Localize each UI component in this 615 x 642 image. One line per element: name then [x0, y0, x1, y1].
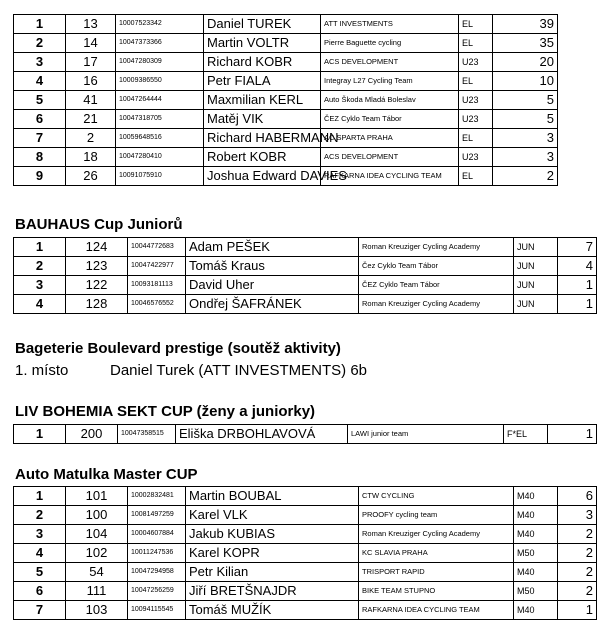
cell-pts: 2 — [558, 544, 597, 563]
cell-pts: 5 — [493, 91, 558, 110]
cell-rank: 7 — [14, 129, 66, 148]
cell-pts: 1 — [548, 425, 597, 444]
table-row — [14, 148, 558, 167]
cell-bib: 18 — [66, 148, 116, 167]
cell-uci: 10044772683 — [128, 238, 186, 257]
cell-bib: 13 — [66, 15, 116, 34]
cell-bib: 111 — [66, 582, 128, 601]
table-row — [14, 257, 597, 276]
cell-cat: M40 — [514, 506, 558, 525]
cell-uci: 10093181113 — [128, 276, 186, 295]
cell-bib: 41 — [66, 91, 116, 110]
cell-cat: U23 — [459, 148, 493, 167]
cell-name: Robert KOBR — [204, 148, 321, 167]
cell-team: Pierre Baguette cycling — [321, 34, 459, 53]
results-table-auto-matulka — [13, 486, 597, 620]
cell-pts: 3 — [493, 148, 558, 167]
cell-rank: 8 — [14, 148, 66, 167]
cell-name: Jakub KUBIAS — [186, 525, 359, 544]
cell-name: Tomáš MUŽÍK — [186, 601, 359, 620]
cell-cat: U23 — [459, 110, 493, 129]
cell-bib: 101 — [66, 487, 128, 506]
cell-uci: 10007523342 — [116, 15, 204, 34]
cell-cat: EL — [459, 15, 493, 34]
cell-uci: 10004607884 — [128, 525, 186, 544]
cell-rank: 3 — [14, 525, 66, 544]
cell-bib: 26 — [66, 167, 116, 186]
cell-uci: 10047280410 — [116, 148, 204, 167]
cell-team: RAFKARNA IDEA CYCLING TEAM — [321, 167, 459, 186]
cell-name: Martin VOLTR — [204, 34, 321, 53]
cell-uci: 10059648516 — [116, 129, 204, 148]
cell-rank: 3 — [14, 276, 66, 295]
cell-bib: 124 — [66, 238, 128, 257]
cell-cat: JUN — [514, 295, 558, 314]
table-row — [14, 295, 597, 314]
cell-bib: 103 — [66, 601, 128, 620]
cell-pts: 4 — [558, 257, 597, 276]
cell-uci: 10009386550 — [116, 72, 204, 91]
table-row — [14, 487, 597, 506]
cell-rank: 6 — [14, 110, 66, 129]
cell-team: LAWI junior team — [348, 425, 504, 444]
cell-team: ACS DEVELOPMENT — [321, 148, 459, 167]
cell-name: Petr FIALA — [204, 72, 321, 91]
cell-bib: 128 — [66, 295, 128, 314]
cell-team: ČEZ Cyklo Team Tábor — [321, 110, 459, 129]
cell-team: PROOFY cycling team — [359, 506, 514, 525]
cell-name: Martin BOUBAL — [186, 487, 359, 506]
cell-team: Roman Kreuziger Cycling Academy — [359, 525, 514, 544]
table-row — [14, 525, 597, 544]
cell-rank: 5 — [14, 91, 66, 110]
cell-pts: 1 — [558, 601, 597, 620]
table-row — [14, 167, 558, 186]
cell-name: Maxmilian KERL — [204, 91, 321, 110]
cell-team: BIKE TEAM STUPNO — [359, 582, 514, 601]
cell-rank: 4 — [14, 295, 66, 314]
cell-bib: 104 — [66, 525, 128, 544]
results-table-main — [13, 14, 558, 186]
cell-uci: 10011247536 — [128, 544, 186, 563]
cell-uci: 10047318705 — [116, 110, 204, 129]
table-row — [14, 34, 558, 53]
cell-name: Richard HABERMANN — [204, 129, 321, 148]
cell-team: Integray L27 Cycling Team — [321, 72, 459, 91]
cell-name: Joshua Edward DAVIES — [204, 167, 321, 186]
cell-rank: 2 — [14, 257, 66, 276]
table-row — [14, 425, 597, 444]
cell-name: Eliška DRBOHLAVOVÁ — [176, 425, 348, 444]
cell-pts: 3 — [493, 129, 558, 148]
cell-uci: 10091075910 — [116, 167, 204, 186]
table-row — [14, 110, 558, 129]
results-table-bauhaus — [13, 237, 597, 314]
cell-uci: 10047280309 — [116, 53, 204, 72]
cell-cat: EL — [459, 72, 493, 91]
table-row — [14, 582, 597, 601]
cell-uci: 10047373366 — [116, 34, 204, 53]
cell-pts: 2 — [558, 582, 597, 601]
cell-team: ACS DEVELOPMENT — [321, 53, 459, 72]
cell-team: AC SPARTA PRAHA — [321, 129, 459, 148]
cell-uci: 10002832481 — [128, 487, 186, 506]
cell-team: ATT INVESTMENTS — [321, 15, 459, 34]
cell-name: Richard KOBR — [204, 53, 321, 72]
cell-pts: 2 — [558, 525, 597, 544]
cell-bib: 17 — [66, 53, 116, 72]
section-heading-liv: LIV BOHEMIA SEKT CUP (ženy a juniorky) — [15, 403, 316, 420]
cell-cat: M50 — [514, 544, 558, 563]
cell-rank: 9 — [14, 167, 66, 186]
cell-pts: 5 — [493, 110, 558, 129]
table-row — [14, 506, 597, 525]
cell-bib: 102 — [66, 544, 128, 563]
cell-team: RAFKARNA IDEA CYCLING TEAM — [359, 601, 514, 620]
cell-cat: M40 — [514, 487, 558, 506]
table-row — [14, 129, 558, 148]
cell-cat: U23 — [459, 53, 493, 72]
cell-uci: 10081497259 — [128, 506, 186, 525]
cell-name: Jiří BRETŠNAJDR — [186, 582, 359, 601]
cell-cat: M40 — [514, 563, 558, 582]
cell-pts: 2 — [558, 563, 597, 582]
table-row — [14, 563, 597, 582]
table-row — [14, 72, 558, 91]
cell-rank: 6 — [14, 582, 66, 601]
cell-bib: 14 — [66, 34, 116, 53]
table-row — [14, 276, 597, 295]
cell-pts: 1 — [558, 276, 597, 295]
cell-uci: 10047358515 — [118, 425, 176, 444]
cell-bib: 100 — [66, 506, 128, 525]
cell-bib: 122 — [66, 276, 128, 295]
cell-rank: 1 — [14, 425, 66, 444]
bageterie-result — [15, 362, 367, 379]
cell-cat: M50 — [514, 582, 558, 601]
cell-uci: 10047264444 — [116, 91, 204, 110]
cell-rank: 4 — [14, 72, 66, 91]
cell-pts: 20 — [493, 53, 558, 72]
table-row — [14, 53, 558, 72]
cell-name: Matěj VIK — [204, 110, 321, 129]
cell-name: Daniel TUREK — [204, 15, 321, 34]
cell-name: Karel VLK — [186, 506, 359, 525]
cell-rank: 4 — [14, 544, 66, 563]
cell-team: TRISPORT RAPID — [359, 563, 514, 582]
cell-pts: 7 — [558, 238, 597, 257]
cell-bib: 123 — [66, 257, 128, 276]
table-row — [14, 601, 597, 620]
cell-bib: 2 — [66, 129, 116, 148]
cell-team: Auto Škoda Mladá Boleslav — [321, 91, 459, 110]
cell-rank: 2 — [14, 506, 66, 525]
cell-uci: 10047294958 — [128, 563, 186, 582]
cell-uci: 10047422977 — [128, 257, 186, 276]
cell-rank: 1 — [14, 238, 66, 257]
cell-pts: 39 — [493, 15, 558, 34]
cell-cat: EL — [459, 129, 493, 148]
cell-rank: 3 — [14, 53, 66, 72]
cell-cat: JUN — [514, 238, 558, 257]
cell-team: KC SLAVIA PRAHA — [359, 544, 514, 563]
section-heading-bageterie: Bageterie Boulevard prestige (soutěž aktivity) — [15, 340, 341, 357]
cell-team: Čez Cyklo Team Tábor — [359, 257, 514, 276]
cell-bib: 200 — [66, 425, 118, 444]
table-row — [14, 238, 597, 257]
cell-pts: 1 — [558, 295, 597, 314]
section-heading-bauhaus: BAUHAUS Cup Juniorů — [15, 216, 183, 233]
cell-pts: 10 — [493, 72, 558, 91]
cell-bib: 54 — [66, 563, 128, 582]
section-heading-auto-matulka: Auto Matulka Master CUP — [15, 466, 198, 483]
cell-team: Roman Kreuziger Cycling Academy — [359, 238, 514, 257]
table-row — [14, 91, 558, 110]
cell-team: Roman Kreuziger Cycling Academy — [359, 295, 514, 314]
results-table-liv — [13, 424, 597, 444]
cell-pts: 3 — [558, 506, 597, 525]
cell-cat: F*EL — [504, 425, 548, 444]
cell-name: Adam PEŠEK — [186, 238, 359, 257]
bageterie-winner: Daniel Turek (ATT INVESTMENTS) 6b — [110, 362, 368, 379]
cell-pts: 35 — [493, 34, 558, 53]
cell-team: CTW CYCLING — [359, 487, 514, 506]
cell-bib: 21 — [66, 110, 116, 129]
cell-name: Karel KOPR — [186, 544, 359, 563]
cell-uci: 10047256259 — [128, 582, 186, 601]
cell-cat: M40 — [514, 525, 558, 544]
cell-rank: 2 — [14, 34, 66, 53]
cell-bib: 16 — [66, 72, 116, 91]
cell-cat: EL — [459, 34, 493, 53]
cell-rank: 1 — [14, 487, 66, 506]
bageterie-place: 1. místo — [15, 362, 69, 379]
cell-name: Tomáš Kraus — [186, 257, 359, 276]
cell-rank: 7 — [14, 601, 66, 620]
cell-cat: JUN — [514, 257, 558, 276]
cell-cat: JUN — [514, 276, 558, 295]
table-row — [14, 15, 558, 34]
cell-rank: 5 — [14, 563, 66, 582]
cell-cat: EL — [459, 167, 493, 186]
cell-uci: 10046576552 — [128, 295, 186, 314]
cell-cat: U23 — [459, 91, 493, 110]
cell-team: ČEZ Cyklo Team Tábor — [359, 276, 514, 295]
cell-name: David Uher — [186, 276, 359, 295]
cell-pts: 2 — [493, 167, 558, 186]
cell-uci: 10094115545 — [128, 601, 186, 620]
cell-cat: M40 — [514, 601, 558, 620]
cell-rank: 1 — [14, 15, 66, 34]
cell-name: Ondřej ŠAFRÁNEK — [186, 295, 359, 314]
table-row — [14, 544, 597, 563]
cell-name: Petr Kilian — [186, 563, 359, 582]
cell-pts: 6 — [558, 487, 597, 506]
